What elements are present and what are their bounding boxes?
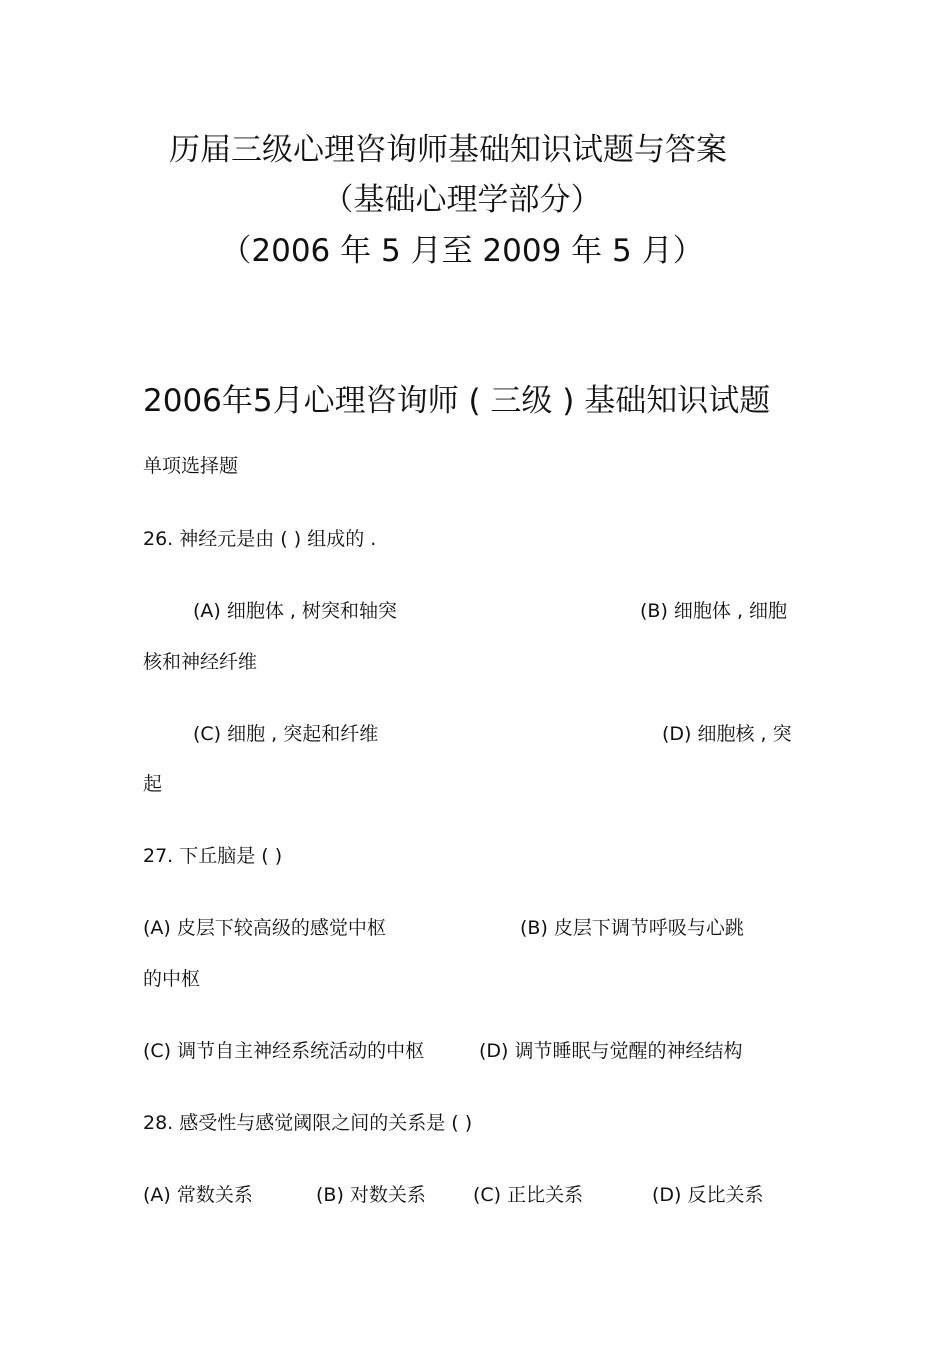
- question-26-option-d-cont: 起: [143, 773, 163, 795]
- question-28-option-c: (C) 正比关系: [473, 1184, 584, 1206]
- question-28-option-a: (A) 常数关系: [143, 1184, 253, 1206]
- question-27-option-a: (A) 皮层下较高级的感觉中枢: [143, 917, 386, 939]
- question-27-option-d: (D) 调节睡眠与觉醒的神经结构: [479, 1040, 743, 1062]
- question-28-option-b: (B) 对数关系: [316, 1184, 426, 1206]
- question-26-option-d: (D) 细胞核 , 突: [662, 723, 792, 745]
- question-26-stem: 26. 神经元是由 ( ) 组成的 .: [143, 528, 377, 550]
- document-title: 历届三级心理咨询师基础知识试题与答案: [169, 132, 727, 168]
- question-26-option-c: (C) 细胞 , 突起和纤维: [193, 723, 379, 745]
- document-subtitle: （基础心理学部分）: [322, 182, 602, 218]
- question-27-stem: 27. 下丘脑是 ( ): [143, 845, 283, 867]
- question-26-option-a: (A) 细胞体 , 树突和轴突: [193, 600, 397, 622]
- question-26-option-b-cont: 核和神经纤维: [143, 651, 258, 673]
- question-26-option-b: (B) 细胞体 , 细胞: [640, 600, 788, 622]
- question-27-option-c: (C) 调节自主神经系统活动的中枢: [143, 1040, 425, 1062]
- question-27-option-b: (B) 皮层下调节呼吸与心跳: [520, 917, 744, 939]
- question-type-label: 单项选择题: [143, 455, 239, 477]
- question-27-option-b-cont: 的中枢: [143, 968, 201, 990]
- question-28-stem: 28. 感受性与感觉阈限之间的关系是 ( ): [143, 1112, 473, 1134]
- question-28-option-d: (D) 反比关系: [652, 1184, 764, 1206]
- section-heading: 2006年5月心理咨询师 ( 三级 ) 基础知识试题: [143, 383, 771, 419]
- document-date-range: （2006 年 5 月至 2009 年 5 月）: [220, 233, 704, 269]
